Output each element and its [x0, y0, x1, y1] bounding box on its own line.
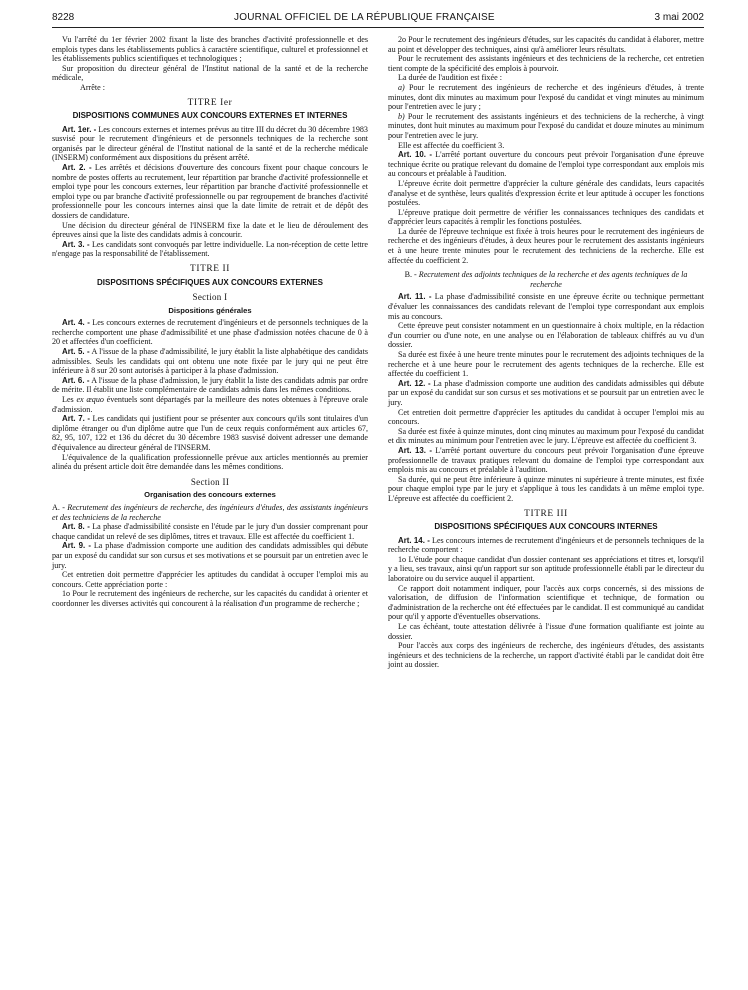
article-label: Art. 12. - — [398, 378, 431, 388]
article-paragraph: Une décision du directeur général de l'INSERM fixe la date et le lieu de déroulement des épreuves ainsi que la liste des candidats admis à concourir. — [52, 220, 368, 240]
titre-1: TITRE Ier — [187, 97, 233, 108]
article-text: L'arrêté portant ouverture du concours peut prévoir l'organisation d'une épreuve professionnelle de travaux pratiques relevant du domaine de l'emploi type correspondant aux emplois mis au concours et préalable à l'audition. — [388, 445, 704, 475]
list-item-a — [388, 83, 704, 112]
article-label: Art. 6. - — [62, 375, 90, 385]
article-6 — [52, 376, 368, 395]
article-label: Art. 8. - — [62, 522, 90, 532]
text-run: Les — [62, 395, 77, 404]
right-column — [388, 35, 704, 670]
text-run: éventuels sont départagés par la meilleure des notes obtenues à l'épreuve orale d'admission. — [52, 395, 368, 414]
article-text: Les concours externes de recrutement d'ingénieurs et de personnels techniques de la recherche comportent une phase d'admissibilité et une phase d'admission notées chacune de 0 à 20 et affectées d'un coefficient. — [52, 318, 368, 347]
article-label: Art. 14. - — [398, 535, 430, 545]
article-label: Art. 5. - — [62, 347, 90, 357]
article-10 — [388, 150, 704, 179]
proposal-paragraph: Sur proposition du directeur général de l'Institut national de la santé et de la recherche médicale, — [52, 63, 368, 83]
article-paragraph: Cet entretien doit permettre d'apprécier les aptitudes du candidat à occuper l'emploi mis au concours. — [388, 407, 704, 427]
article-text: Les concours internes de recrutement d'ingénieurs et de personnels techniques de la recherche comportent : — [388, 535, 704, 555]
article-label: Art. 13. - — [398, 445, 432, 455]
article-13 — [388, 446, 704, 475]
article-text: La phase d'admission comporte une audition des candidats admissibles qui débute par un exposé du candidat sur son cursus et ses motivations et se poursuit par un entretien avec le jury. — [388, 378, 704, 407]
article-text: A l'issue de la phase d'admissibilité, le jury établit la liste alphabétique des candidats admissibles. Seuls les candidats qui ont obtenu une note fixée par le jury qui ne peut être inférieure à 8 sur 20 sont autorisés à participer à la phase d'admission. — [52, 347, 368, 376]
list-marker: a) — [398, 82, 405, 92]
subheading-b — [388, 270, 704, 289]
article-text: Les concours externes et internes prévus au titre III du décret du 30 décembre 1983 susvisé pour le recrutement d'ingénieurs et de personnels techniques de la recherche sont organisés par le directeur général de l'Institut national de la santé et de la recherche médicale (INSERM) conformément aux dispositions du présent arrêté. — [52, 124, 368, 163]
article-paragraph: Cette épreuve peut consister notamment en un questionnaire à choix multiple, en la rédaction d'un courrier ou d'une note, en une analyse ou en l'élaboration de tableaux chiffrés au vu d'un dossier. — [388, 321, 704, 350]
article-12 — [388, 379, 704, 408]
titre-3: TITRE III — [524, 508, 568, 519]
article-paragraph: Sa durée est fixée à une heure trente minutes pour le recrutement des adjoints techniques de la recherche et à une heure pour le recrutement des agents techniques de la recherche. Elle est affectée du coefficient 1. — [388, 350, 704, 379]
issue-date: 3 mai 2002 — [654, 12, 704, 23]
article-paragraph: L'équivalence de la qualification professionnelle prévue aux articles mentionnés au premier alinéa du présent article doit être demandée dans les mêmes conditions. — [52, 452, 368, 472]
article-text: La phase d'admissibilité consiste en une épreuve écrite ou technique permettant d'évaluer les connaissances des candidats relevant de l'emploi type correspondant aux emplois mis au concours. — [388, 292, 704, 321]
list-item-b — [388, 112, 704, 141]
titre-2: TITRE II — [190, 263, 230, 274]
section-2-heading: Organisation des concours externes — [144, 490, 276, 500]
article-text: La phase d'admission comporte une audition des candidats admissibles qui débute par un exposé du candidat sur son cursus et ses motivations et se poursuit par un entretien avec le jury. — [52, 541, 369, 570]
article-text: L'arrêté portant ouverture du concours peut prévoir l'organisation d'une épreuve technique écrite ou pratique relevant du domaine de l'emploi type correspondant aux emplois mis au concours et préalable à l'audition. — [388, 150, 704, 179]
article-paragraph: Elle est affectée du coefficient 3. — [398, 140, 505, 150]
article-text: A l'issue de la phase d'admission, le jury établit la liste des candidats admis par ordre de mérite. Il établit une liste complémentaire de candidats admis dans les mêmes conditions. — [52, 375, 368, 395]
text-run-italic: ex æquo — [76, 395, 104, 404]
section-1: Section I — [192, 292, 228, 303]
article-paragraph: 1o L'étude pour chaque candidat d'un dossier contenant ses appréciations et titres et, lorsqu'il y a lieu, ses travaux, ainsi qu'un rapport sur son aptitude professionnelle établi par le directeur du laboratoire ou du service auquel il appartient. — [388, 554, 704, 583]
list-text: Pour le recrutement des ingénieurs de recherche et des ingénieurs d'études, à trente minutes, dont dix minutes au maximum pour l'exposé du candidat et vingt minutes au minimum pour l'entretien avec le jury ; — [388, 82, 704, 112]
left-column — [52, 35, 368, 670]
article-paragraph: Sa durée est fixée à quinze minutes, dont cinq minutes au maximum pour l'exposé du candidat et dix minutes au minimum pour l'entretien avec le jury. L'épreuve est affectée du coefficient 3. — [388, 426, 704, 446]
article-9 — [52, 541, 368, 570]
article-label: Art. 1er. - — [62, 124, 97, 134]
list-text: Pour le recrutement des assistants ingénieurs et des techniciens de la recherche, à vingt minutes, dont huit minutes au maximum pour l'exposé du candidat et douze minutes au minimum pour l'entretien avec le jury. — [388, 111, 704, 140]
article-text: Les candidats qui justifient pour se présenter aux concours qu'ils sont titulaires d'un diplôme étranger ou d'un diplôme autre que l'un de ceux requis conformément aux articles 67, 82, 95, 107, 122 et 136 du décret du 30 décembre 1983 susvisé doivent adresser une demande d'équivalence au directeur général de l'INSERM. — [52, 414, 368, 452]
article-paragraph: Cet entretien doit permettre d'apprécier les aptitudes du candidat à occuper l'emploi mis au concours. Cette appréciation porte : — [52, 570, 368, 589]
article-paragraph: Pour le recrutement des assistants ingénieurs et des techniciens de la recherche, cet entretien tient compte de la spécificité des emplois à pourvoir. — [388, 54, 704, 73]
titre-2-heading: DISPOSITIONS SPÉCIFIQUES AUX CONCOURS EXTERNES — [97, 277, 323, 287]
article-1 — [52, 125, 368, 163]
article-2 — [52, 163, 368, 221]
article-paragraph: Le cas échéant, toute attestation délivrée à l'issue d'une formation qualifiante est jointe au dossier. — [388, 621, 704, 641]
article-paragraph: L'épreuve pratique doit permettre de vérifier les connaissances techniques des candidats et d'apprécier leurs capacités à remplir les fonctions postulées. — [388, 207, 704, 227]
subheading-text: Recrutement des ingénieurs de recherche, des ingénieurs d'études, des assistants ingénieurs et des techniciens de la recherche — [52, 502, 368, 522]
titre-3-heading: DISPOSITIONS SPÉCIFIQUES AUX CONCOURS INTERNES — [434, 522, 658, 532]
article-label: Art. 4. - — [62, 318, 90, 328]
visa-paragraph: Vu l'arrêté du 1er février 2002 fixant la liste des branches d'activité professionnelle et des emplois types dans les établissements publics à caractère scientifique, culturel et professionnel et les établissements publics scientifiques et technologiques ; — [52, 35, 368, 64]
article-11 — [388, 292, 704, 321]
article-label: Art. 2. - — [62, 163, 92, 173]
article-paragraph — [52, 395, 368, 414]
page-number: 8228 — [52, 12, 75, 23]
article-text: La phase d'admissibilité consiste en l'étude par le jury d'un dossier comprenant pour chaque candidat un relevé de ses diplômes, titres et travaux. Elle est affectée du coefficient 1. — [52, 522, 368, 541]
article-paragraph: Ce rapport doit notamment indiquer, pour l'accès aux corps concernés, si des missions de valorisation, de diffusion de l'information scientifique et technique, de formation ou d'administration de la recherche ont été effectuées par le candidat. Il est communiqué au candidat pour qu'il y apporte d'éventuelles observations. — [388, 583, 704, 622]
journal-title: JOURNAL OFFICIEL DE LA RÉPUBLIQUE FRANÇAISE — [234, 12, 495, 23]
article-label: Art. 3. - — [62, 239, 90, 249]
article-3 — [52, 240, 368, 259]
article-label: Art. 9. - — [62, 541, 91, 551]
article-paragraph: Pour l'accès aux corps des ingénieurs de recherche, des ingénieurs d'études, des assistants ingénieurs et des techniciens de la recherche, un rapport d'activité établi par le candidat doit être joint au dossier. — [388, 641, 704, 670]
list-marker: b) — [398, 111, 405, 121]
section-1-heading: Dispositions générales — [168, 305, 252, 315]
subheading-prefix: A. - — [52, 502, 68, 512]
article-label: Art. 11. - — [398, 292, 432, 302]
article-label: Art. 10. - — [398, 150, 432, 160]
article-8 — [52, 522, 368, 541]
article-paragraph: La durée de l'audition est fixée : — [398, 73, 502, 83]
article-paragraph: L'épreuve écrite doit permettre d'apprécier la culture générale des candidats, leurs capacités d'analyse et de synthèse, leurs qualités d'expression écrite et leur aptitude à occuper les fonctions postulées. — [388, 178, 704, 208]
subheading-text: Recrutement des adjoints techniques de la recherche et des agents techniques de la recherche — [418, 270, 688, 289]
article-label: Art. 7. - — [62, 414, 91, 424]
titre-1-heading: DISPOSITIONS COMMUNES AUX CONCOURS EXTERNES ET INTERNES — [72, 111, 348, 121]
article-paragraph: La durée de l'épreuve technique est fixée à trois heures pour le recrutement des ingénieurs de recherche et des ingénieurs d'études, à deux heures pour le recrutement des assistants ingénieurs et à une heure trente minutes pour le recrutement des techniciens de la recherche. Elle est affectée du coefficient 2. — [388, 226, 704, 265]
subheading-prefix: B. - — [404, 270, 419, 280]
article-text: Les candidats sont convoqués par lettre individuelle. La non-réception de cette lettre n'engage pas la responsabilité de l'établissement. — [52, 239, 368, 259]
page-header — [52, 12, 704, 28]
section-2: Section II — [190, 476, 230, 487]
arrete-line: Arrête : — [80, 82, 105, 92]
article-7 — [52, 414, 368, 452]
article-text: Les arrêtés et décisions d'ouverture des concours fixent pour chaque concours le nombre de postes offerts au recrutement, leur répartition par branche d'activité professionnelle et emploi type pour les concours externes, leur répartition par branche d'activité professionnelle et emploi type ou par branche d'activité professionnelle ou par regroupement de branches d'activité professionnelle pour les concours internes ainsi que la date limite de retrait et de dépôt des dossiers de candidature. — [52, 163, 368, 220]
subheading-a — [52, 503, 368, 522]
article-paragraph: Sa durée, qui ne peut être inférieure à quinze minutes ni supérieure à trente minutes, est fixée pour chaque emploi type par le jury et s'applique à tous les candidats à un même emploi type. L'épreuve est affectée du coefficient 2. — [388, 474, 704, 503]
article-5 — [52, 347, 368, 376]
article-paragraph: 1o Pour le recrutement des ingénieurs de recherche, sur les capacités du candidat à orienter et coordonner les diverses activités qui concourent à la réalisation d'un programme de recherche ; — [52, 589, 368, 608]
article-14 — [388, 536, 704, 555]
article-4 — [52, 318, 368, 347]
article-paragraph: 2o Pour le recrutement des ingénieurs d'études, sur les capacités du candidat à élaborer, mettre au point et développer des techniques, ainsi qu'à améliorer leurs résultats. — [388, 35, 704, 54]
